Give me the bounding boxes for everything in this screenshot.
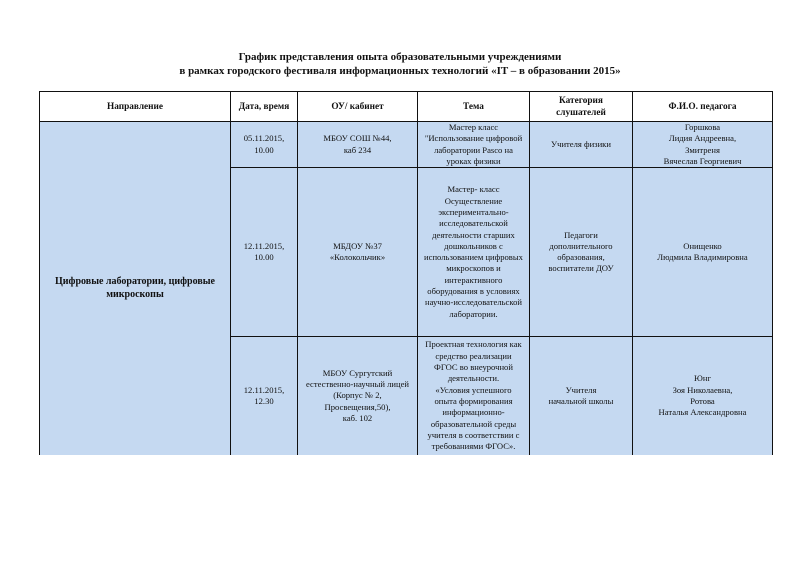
header-teacher: Ф.И.О. педагога bbox=[633, 92, 773, 122]
header-topic: Тема bbox=[418, 92, 530, 122]
schedule-table bbox=[39, 91, 773, 455]
teacher-cell: Юнг Зоя Николаевна, Ротова Наталья Александровна bbox=[633, 337, 773, 455]
header-row bbox=[40, 92, 773, 122]
teacher-cell: Горшкова Лидия Андреевна, Змитреня Вячеслав Георгиевич bbox=[633, 122, 773, 168]
header-audience: Категория слушателей bbox=[530, 92, 633, 122]
audience-cell: Учителя начальной школы bbox=[530, 337, 633, 455]
date-cell: 12.11.2015, 10.00 bbox=[231, 168, 298, 337]
institution-cell: МБОУ СОШ №44, каб 234 bbox=[298, 122, 418, 168]
institution-cell: МБОУ Сургутский естественно-научный лицей (Корпус № 2, Просвещения,50), каб. 102 bbox=[298, 337, 418, 455]
topic-cell: Мастер- класс Осуществление экспериментально- исследовательской деятельности старших дошкольников с использованием цифровых микроскопов и интерактивного оборудования в условиях научно-исследовательской лаборатории. bbox=[418, 168, 530, 337]
date-cell: 12.11.2015, 12.30 bbox=[231, 337, 298, 455]
title-line-2: в рамках городского фестиваля информационных технологий «IT – в образовании 2015» bbox=[179, 65, 621, 77]
table-row bbox=[40, 122, 773, 168]
date-cell: 05.11.2015, 10.00 bbox=[231, 122, 298, 168]
title-line-1: График представления опыта образовательными учреждениями bbox=[238, 51, 562, 63]
header-datetime: Дата, время bbox=[231, 92, 298, 122]
audience-cell: Педагоги дополнительного образования, воспитатели ДОУ bbox=[530, 168, 633, 337]
teacher-cell: Онищенко Людмила Владимировна bbox=[633, 168, 773, 337]
institution-cell: МБДОУ №37 «Колокольчик» bbox=[298, 168, 418, 337]
direction-cell: Цифровые лаборатории, цифровые микроскопы bbox=[40, 122, 231, 455]
document-title bbox=[0, 50, 800, 78]
topic-cell: Мастер класс "Использование цифровой лаборатории Pasco на уроках физики bbox=[418, 122, 530, 168]
audience-cell: Учителя физики bbox=[530, 122, 633, 168]
header-direction: Направление bbox=[40, 92, 231, 122]
topic-cell: Проектная технология как средство реализации ФГОС во внеурочной деятельности. «Условия успешного опыта формирования информационно- образовательной среды учителя в соответствии с требованиями ФГОС». bbox=[418, 337, 530, 455]
header-institution: ОУ/ кабинет bbox=[298, 92, 418, 122]
